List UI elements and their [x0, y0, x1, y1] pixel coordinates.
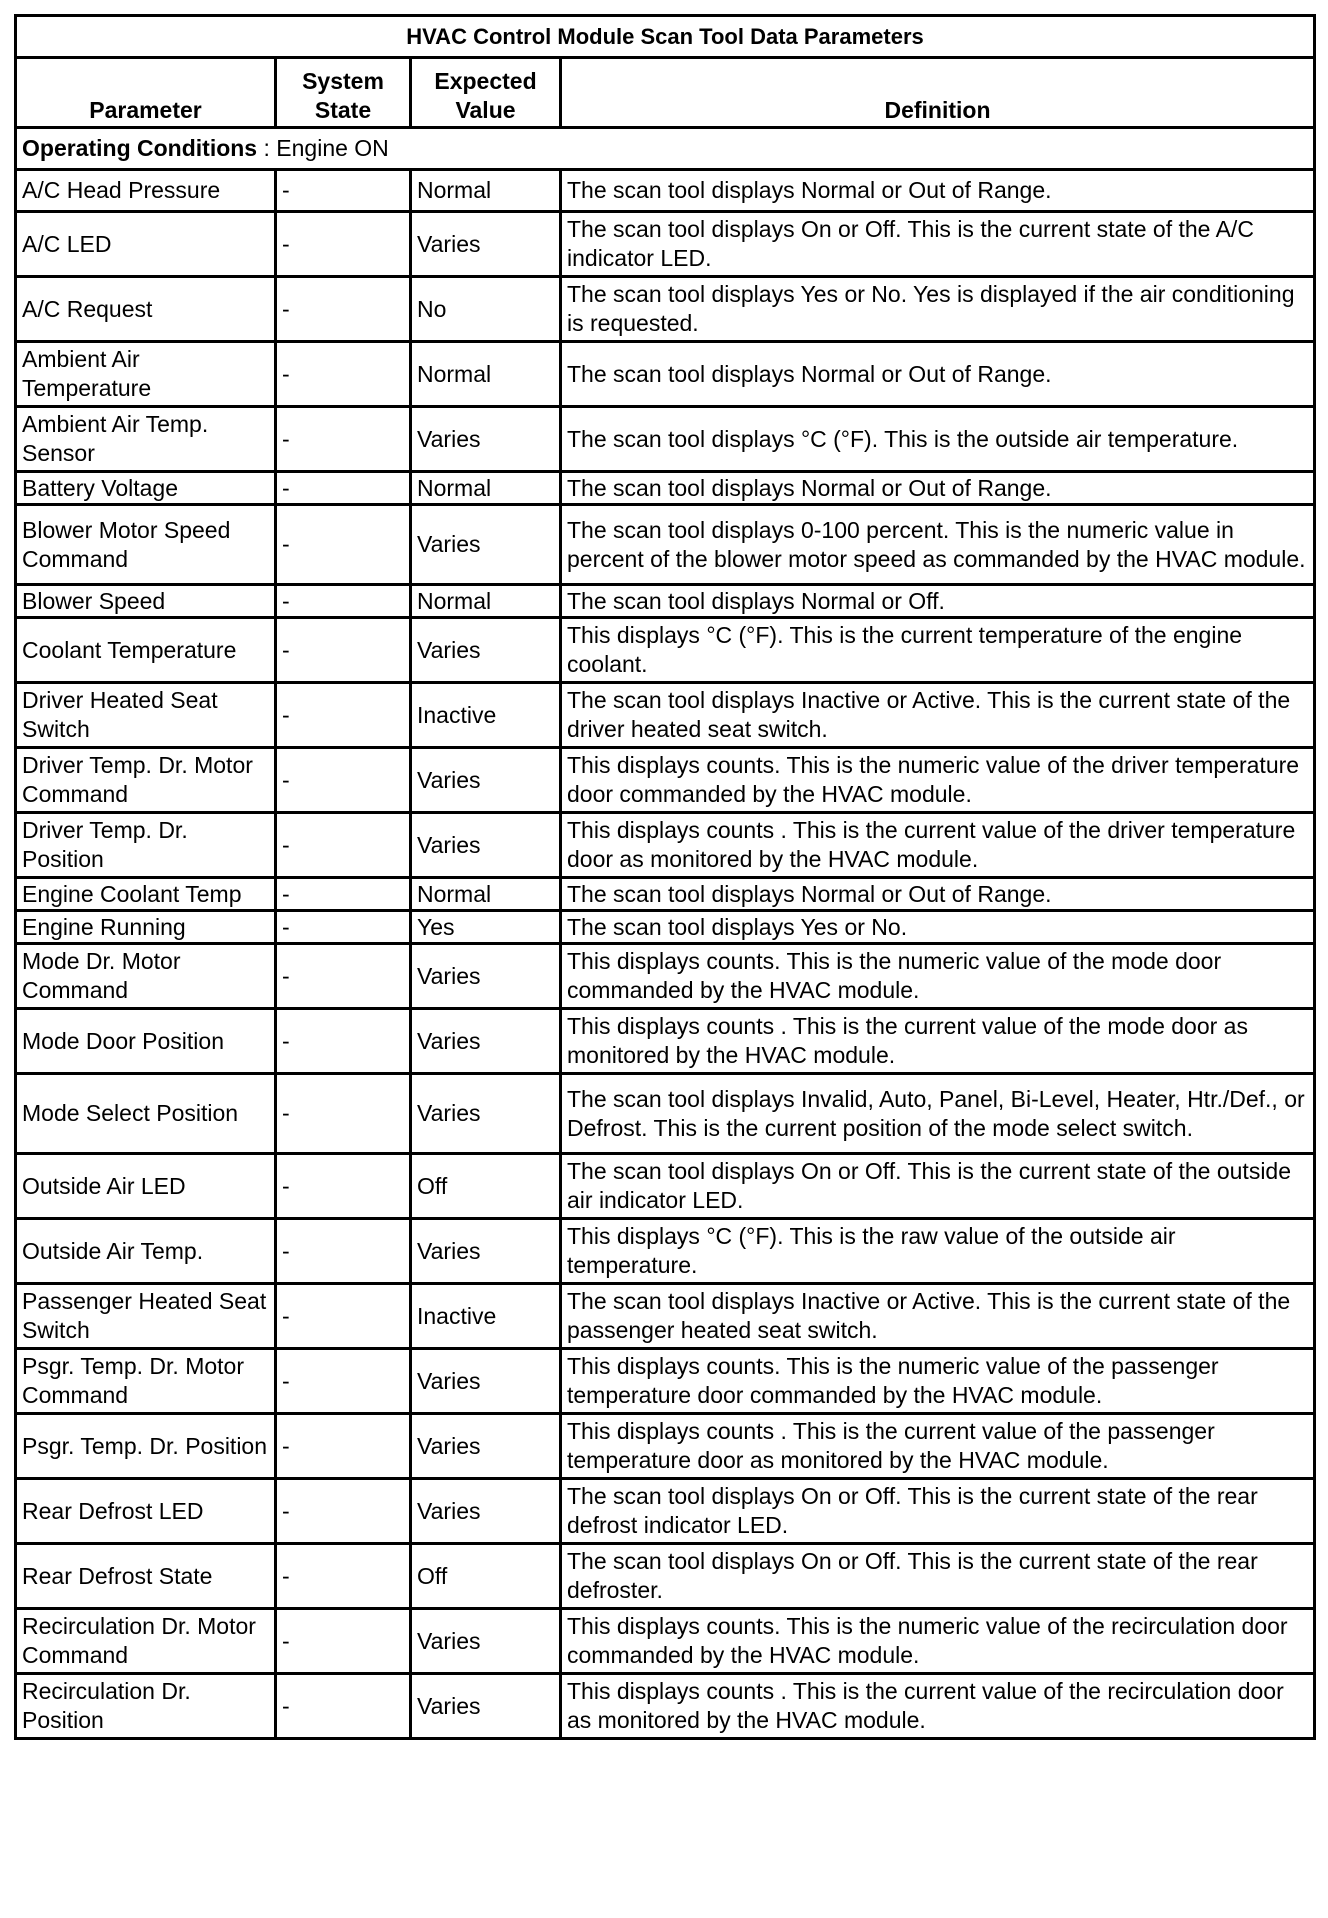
cell-system-state: -: [276, 1349, 411, 1414]
table-row: [16, 878, 1315, 911]
table-row: [16, 1544, 1315, 1609]
cell-definition: This displays °C (°F). This is the raw value of the outside air temperature.: [561, 1219, 1315, 1284]
cell-system-state: -: [276, 1479, 411, 1544]
cell-expected-value: Yes: [411, 911, 561, 944]
table-row: [16, 472, 1315, 505]
cell-expected-value: Varies: [411, 1074, 561, 1154]
cell-parameter: Battery Voltage: [16, 472, 276, 505]
cell-expected-value: Normal: [411, 878, 561, 911]
cell-definition: The scan tool displays Invalid, Auto, Panel, Bi-Level, Heater, Htr./Def., or Defrost. This is the current position of the mode select switch.: [561, 1074, 1315, 1154]
cell-parameter: Driver Temp. Dr. Position: [16, 813, 276, 878]
cell-definition: The scan tool displays Normal or Out of Range.: [561, 472, 1315, 505]
cell-system-state: -: [276, 472, 411, 505]
header-expected-value-line2: Value: [455, 97, 516, 123]
cell-parameter: Ambient Air Temperature: [16, 342, 276, 407]
table-row: [16, 170, 1315, 212]
cell-system-state: -: [276, 813, 411, 878]
cell-parameter: Blower Speed: [16, 585, 276, 618]
table-row: [16, 212, 1315, 277]
table-row: [16, 1349, 1315, 1414]
table-row: [16, 1074, 1315, 1154]
cell-expected-value: Varies: [411, 813, 561, 878]
cell-expected-value: Varies: [411, 1349, 561, 1414]
table-row: [16, 911, 1315, 944]
cell-system-state: -: [276, 618, 411, 683]
cell-expected-value: Varies: [411, 1219, 561, 1284]
cell-expected-value: Varies: [411, 944, 561, 1009]
cell-definition: The scan tool displays On or Off. This is the current state of the rear defroster.: [561, 1544, 1315, 1609]
cell-system-state: -: [276, 911, 411, 944]
header-expected-value: [411, 58, 561, 128]
cell-system-state: -: [276, 1674, 411, 1739]
cell-definition: The scan tool displays On or Off. This is the current state of the outside air indicator LED.: [561, 1154, 1315, 1219]
cell-expected-value: Varies: [411, 407, 561, 472]
table-row: [16, 748, 1315, 813]
table-row: [16, 407, 1315, 472]
cell-parameter: Driver Temp. Dr. Motor Command: [16, 748, 276, 813]
cell-parameter: Engine Running: [16, 911, 276, 944]
cell-definition: The scan tool displays 0-100 percent. This is the numeric value in percent of the blower motor speed as commanded by the HVAC module.: [561, 505, 1315, 585]
cell-system-state: -: [276, 878, 411, 911]
cell-system-state: -: [276, 505, 411, 585]
cell-definition: This displays counts . This is the current value of the recirculation door as monitored by the HVAC module.: [561, 1674, 1315, 1739]
cell-definition: This displays counts . This is the current value of the driver temperature door as monitored by the HVAC module.: [561, 813, 1315, 878]
cell-parameter: Driver Heated Seat Switch: [16, 683, 276, 748]
cell-system-state: -: [276, 170, 411, 212]
table-row: [16, 1219, 1315, 1284]
header-system-state: [276, 58, 411, 128]
table-row: [16, 277, 1315, 342]
table-row: [16, 944, 1315, 1009]
table-title: HVAC Control Module Scan Tool Data Parameters: [16, 16, 1315, 58]
cell-parameter: A/C Request: [16, 277, 276, 342]
cell-expected-value: Inactive: [411, 683, 561, 748]
cell-parameter: Rear Defrost State: [16, 1544, 276, 1609]
cell-expected-value: Normal: [411, 342, 561, 407]
table-row: [16, 1479, 1315, 1544]
table-row: [16, 1414, 1315, 1479]
cell-parameter: A/C LED: [16, 212, 276, 277]
cell-expected-value: Normal: [411, 170, 561, 212]
cell-parameter: A/C Head Pressure: [16, 170, 276, 212]
cell-expected-value: Varies: [411, 1009, 561, 1074]
table-row: [16, 505, 1315, 585]
table-row: [16, 1154, 1315, 1219]
cell-parameter: Psgr. Temp. Dr. Position: [16, 1414, 276, 1479]
cell-system-state: -: [276, 944, 411, 1009]
table-row: [16, 618, 1315, 683]
cell-system-state: -: [276, 1544, 411, 1609]
cell-parameter: Ambient Air Temp. Sensor: [16, 407, 276, 472]
cell-definition: This displays °C (°F). This is the current temperature of the engine coolant.: [561, 618, 1315, 683]
cell-expected-value: Varies: [411, 748, 561, 813]
table-row: [16, 1674, 1315, 1739]
cell-parameter: Mode Select Position: [16, 1074, 276, 1154]
document: [14, 14, 1313, 1740]
cell-definition: The scan tool displays Normal or Off.: [561, 585, 1315, 618]
table-body: [16, 170, 1315, 1739]
cell-system-state: -: [276, 1284, 411, 1349]
cell-system-state: -: [276, 342, 411, 407]
cell-definition: This displays counts. This is the numeric value of the passenger temperature door commanded by the HVAC module.: [561, 1349, 1315, 1414]
cell-definition: The scan tool displays Normal or Out of Range.: [561, 170, 1315, 212]
cell-parameter: Mode Door Position: [16, 1009, 276, 1074]
cell-parameter: Mode Dr. Motor Command: [16, 944, 276, 1009]
cell-expected-value: Varies: [411, 1414, 561, 1479]
header-definition: Definition: [561, 58, 1315, 128]
cell-parameter: Rear Defrost LED: [16, 1479, 276, 1544]
cell-parameter: Engine Coolant Temp: [16, 878, 276, 911]
cell-expected-value: Inactive: [411, 1284, 561, 1349]
cell-system-state: -: [276, 1609, 411, 1674]
cell-expected-value: Varies: [411, 618, 561, 683]
cell-system-state: -: [276, 1154, 411, 1219]
table-row: [16, 585, 1315, 618]
cell-parameter: Blower Motor Speed Command: [16, 505, 276, 585]
cell-expected-value: Normal: [411, 472, 561, 505]
cell-system-state: -: [276, 212, 411, 277]
table-row: [16, 1609, 1315, 1674]
cell-parameter: Passenger Heated Seat Switch: [16, 1284, 276, 1349]
cell-system-state: -: [276, 277, 411, 342]
cell-definition: This displays counts . This is the current value of the passenger temperature door as monitored by the HVAC module.: [561, 1414, 1315, 1479]
cell-definition: This displays counts . This is the current value of the mode door as monitored by the HVAC module.: [561, 1009, 1315, 1074]
table-row: [16, 1009, 1315, 1074]
table-row: [16, 813, 1315, 878]
cell-definition: The scan tool displays On or Off. This is the current state of the rear defrost indicator LED.: [561, 1479, 1315, 1544]
cell-definition: This displays counts. This is the numeric value of the mode door commanded by the HVAC module.: [561, 944, 1315, 1009]
cell-expected-value: Varies: [411, 505, 561, 585]
cell-parameter: Outside Air Temp.: [16, 1219, 276, 1284]
cell-system-state: -: [276, 748, 411, 813]
hvac-parameters-table: [14, 14, 1316, 1740]
cell-expected-value: Varies: [411, 1479, 561, 1544]
cell-definition: This displays counts. This is the numeric value of the recirculation door commanded by the HVAC module.: [561, 1609, 1315, 1674]
cell-definition: The scan tool displays Yes or No.: [561, 911, 1315, 944]
cell-system-state: -: [276, 683, 411, 748]
cell-expected-value: Varies: [411, 212, 561, 277]
header-parameter: Parameter: [16, 58, 276, 128]
cell-system-state: -: [276, 1009, 411, 1074]
cell-definition: The scan tool displays On or Off. This is the current state of the A/C indicator LED.: [561, 212, 1315, 277]
cell-definition: The scan tool displays Inactive or Active. This is the current state of the passenger heated seat switch.: [561, 1284, 1315, 1349]
header-expected-value-line1: Expected: [434, 68, 537, 94]
cell-expected-value: Off: [411, 1154, 561, 1219]
section-suffix: : Engine ON: [257, 135, 389, 161]
section-label: Operating Conditions: [22, 135, 258, 161]
header-system-state-line2: State: [314, 97, 372, 123]
cell-system-state: -: [276, 1414, 411, 1479]
cell-system-state: -: [276, 585, 411, 618]
cell-expected-value: Varies: [411, 1609, 561, 1674]
cell-parameter: Psgr. Temp. Dr. Motor Command: [16, 1349, 276, 1414]
cell-definition: The scan tool displays Normal or Out of Range.: [561, 878, 1315, 911]
cell-parameter: Coolant Temperature: [16, 618, 276, 683]
table-row: [16, 1284, 1315, 1349]
cell-definition: The scan tool displays °C (°F). This is the outside air temperature.: [561, 407, 1315, 472]
cell-expected-value: No: [411, 277, 561, 342]
cell-parameter: Recirculation Dr. Position: [16, 1674, 276, 1739]
cell-system-state: -: [276, 1219, 411, 1284]
cell-system-state: -: [276, 407, 411, 472]
cell-expected-value: Normal: [411, 585, 561, 618]
cell-definition: The scan tool displays Inactive or Active. This is the current state of the driver heated seat switch.: [561, 683, 1315, 748]
section-heading: [16, 128, 1315, 170]
cell-expected-value: Off: [411, 1544, 561, 1609]
cell-system-state: -: [276, 1074, 411, 1154]
cell-definition: The scan tool displays Yes or No. Yes is displayed if the air conditioning is requested.: [561, 277, 1315, 342]
cell-definition: The scan tool displays Normal or Out of Range.: [561, 342, 1315, 407]
header-system-state-line1: System: [302, 68, 384, 94]
cell-parameter: Recirculation Dr. Motor Command: [16, 1609, 276, 1674]
table-row: [16, 683, 1315, 748]
table-row: [16, 342, 1315, 407]
cell-expected-value: Varies: [411, 1674, 561, 1739]
cell-definition: This displays counts. This is the numeric value of the driver temperature door commanded by the HVAC module.: [561, 748, 1315, 813]
cell-parameter: Outside Air LED: [16, 1154, 276, 1219]
